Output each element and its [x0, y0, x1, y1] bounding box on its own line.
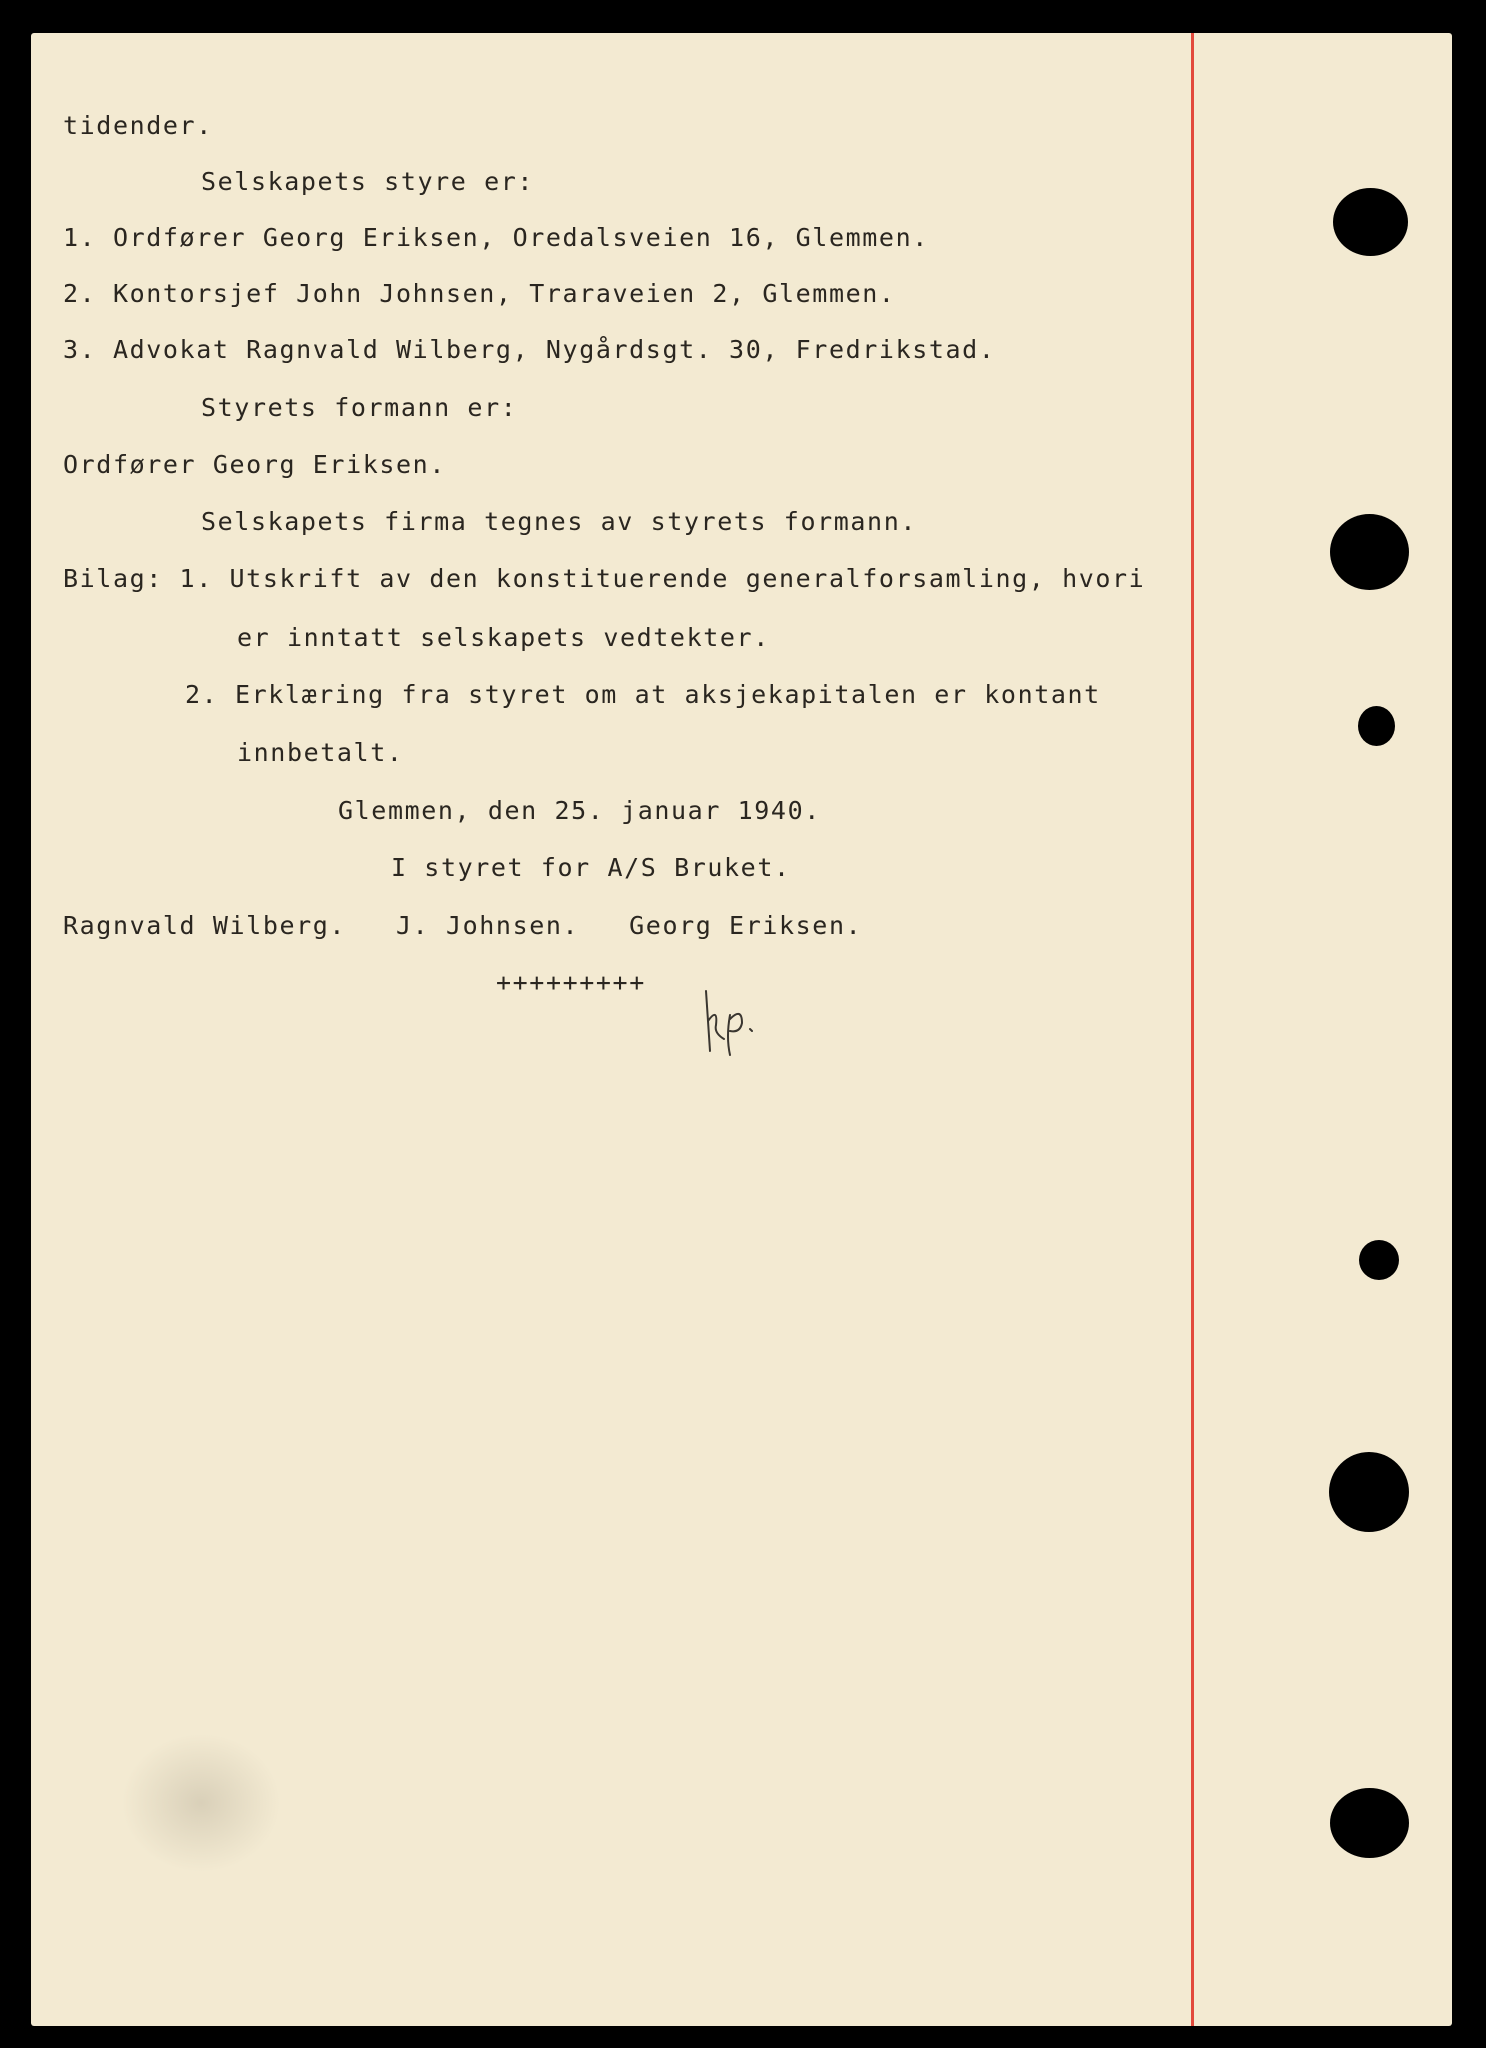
punch-hole-6 [1330, 1788, 1409, 1858]
punch-hole-4 [1359, 1240, 1399, 1280]
punch-hole-5 [1329, 1452, 1409, 1532]
text-line-9: Bilag: 1. Utskrift av den konstituerende generalforsamling, hvori [63, 564, 1146, 593]
text-line-11: 2. Erklæring fra styret om at aksjekapitalen er kontant [185, 680, 1101, 709]
text-line-6: Styrets formann er: [201, 393, 518, 422]
text-line-10: er inntatt selskapets vedtekter. [237, 623, 770, 652]
text-line-1: tidender. [63, 111, 213, 140]
text-line-3: 1. Ordfører Georg Eriksen, Oredalsveien 16, Glemmen. [63, 223, 929, 252]
text-line-16: +++++++++ [496, 968, 646, 997]
punch-hole-1 [1333, 188, 1408, 256]
punch-hole-2 [1330, 514, 1409, 590]
margin-rule [1191, 33, 1194, 2026]
document-page [31, 33, 1452, 2026]
text-line-2: Selskapets styre er: [201, 167, 535, 196]
text-line-13: Glemmen, den 25. januar 1940. [338, 796, 821, 825]
text-line-4: 2. Kontorsjef John Johnsen, Traraveien 2, Glemmen. [63, 279, 896, 308]
handwritten-initials [696, 981, 776, 1061]
paper-smudge [121, 1733, 281, 1873]
text-line-5: 3. Advokat Ragnvald Wilberg, Nygårdsgt. 30, Fredrikstad. [63, 335, 996, 364]
text-line-7: Ordfører Georg Eriksen. [63, 450, 446, 479]
text-line-8: Selskapets firma tegnes av styrets formann. [201, 507, 918, 536]
text-line-15: Ragnvald Wilberg. J. Johnsen. Georg Eriksen. [63, 911, 863, 940]
text-line-14: I styret for A/S Bruket. [391, 853, 791, 882]
text-line-12: innbetalt. [237, 738, 404, 767]
punch-hole-3 [1358, 706, 1395, 746]
